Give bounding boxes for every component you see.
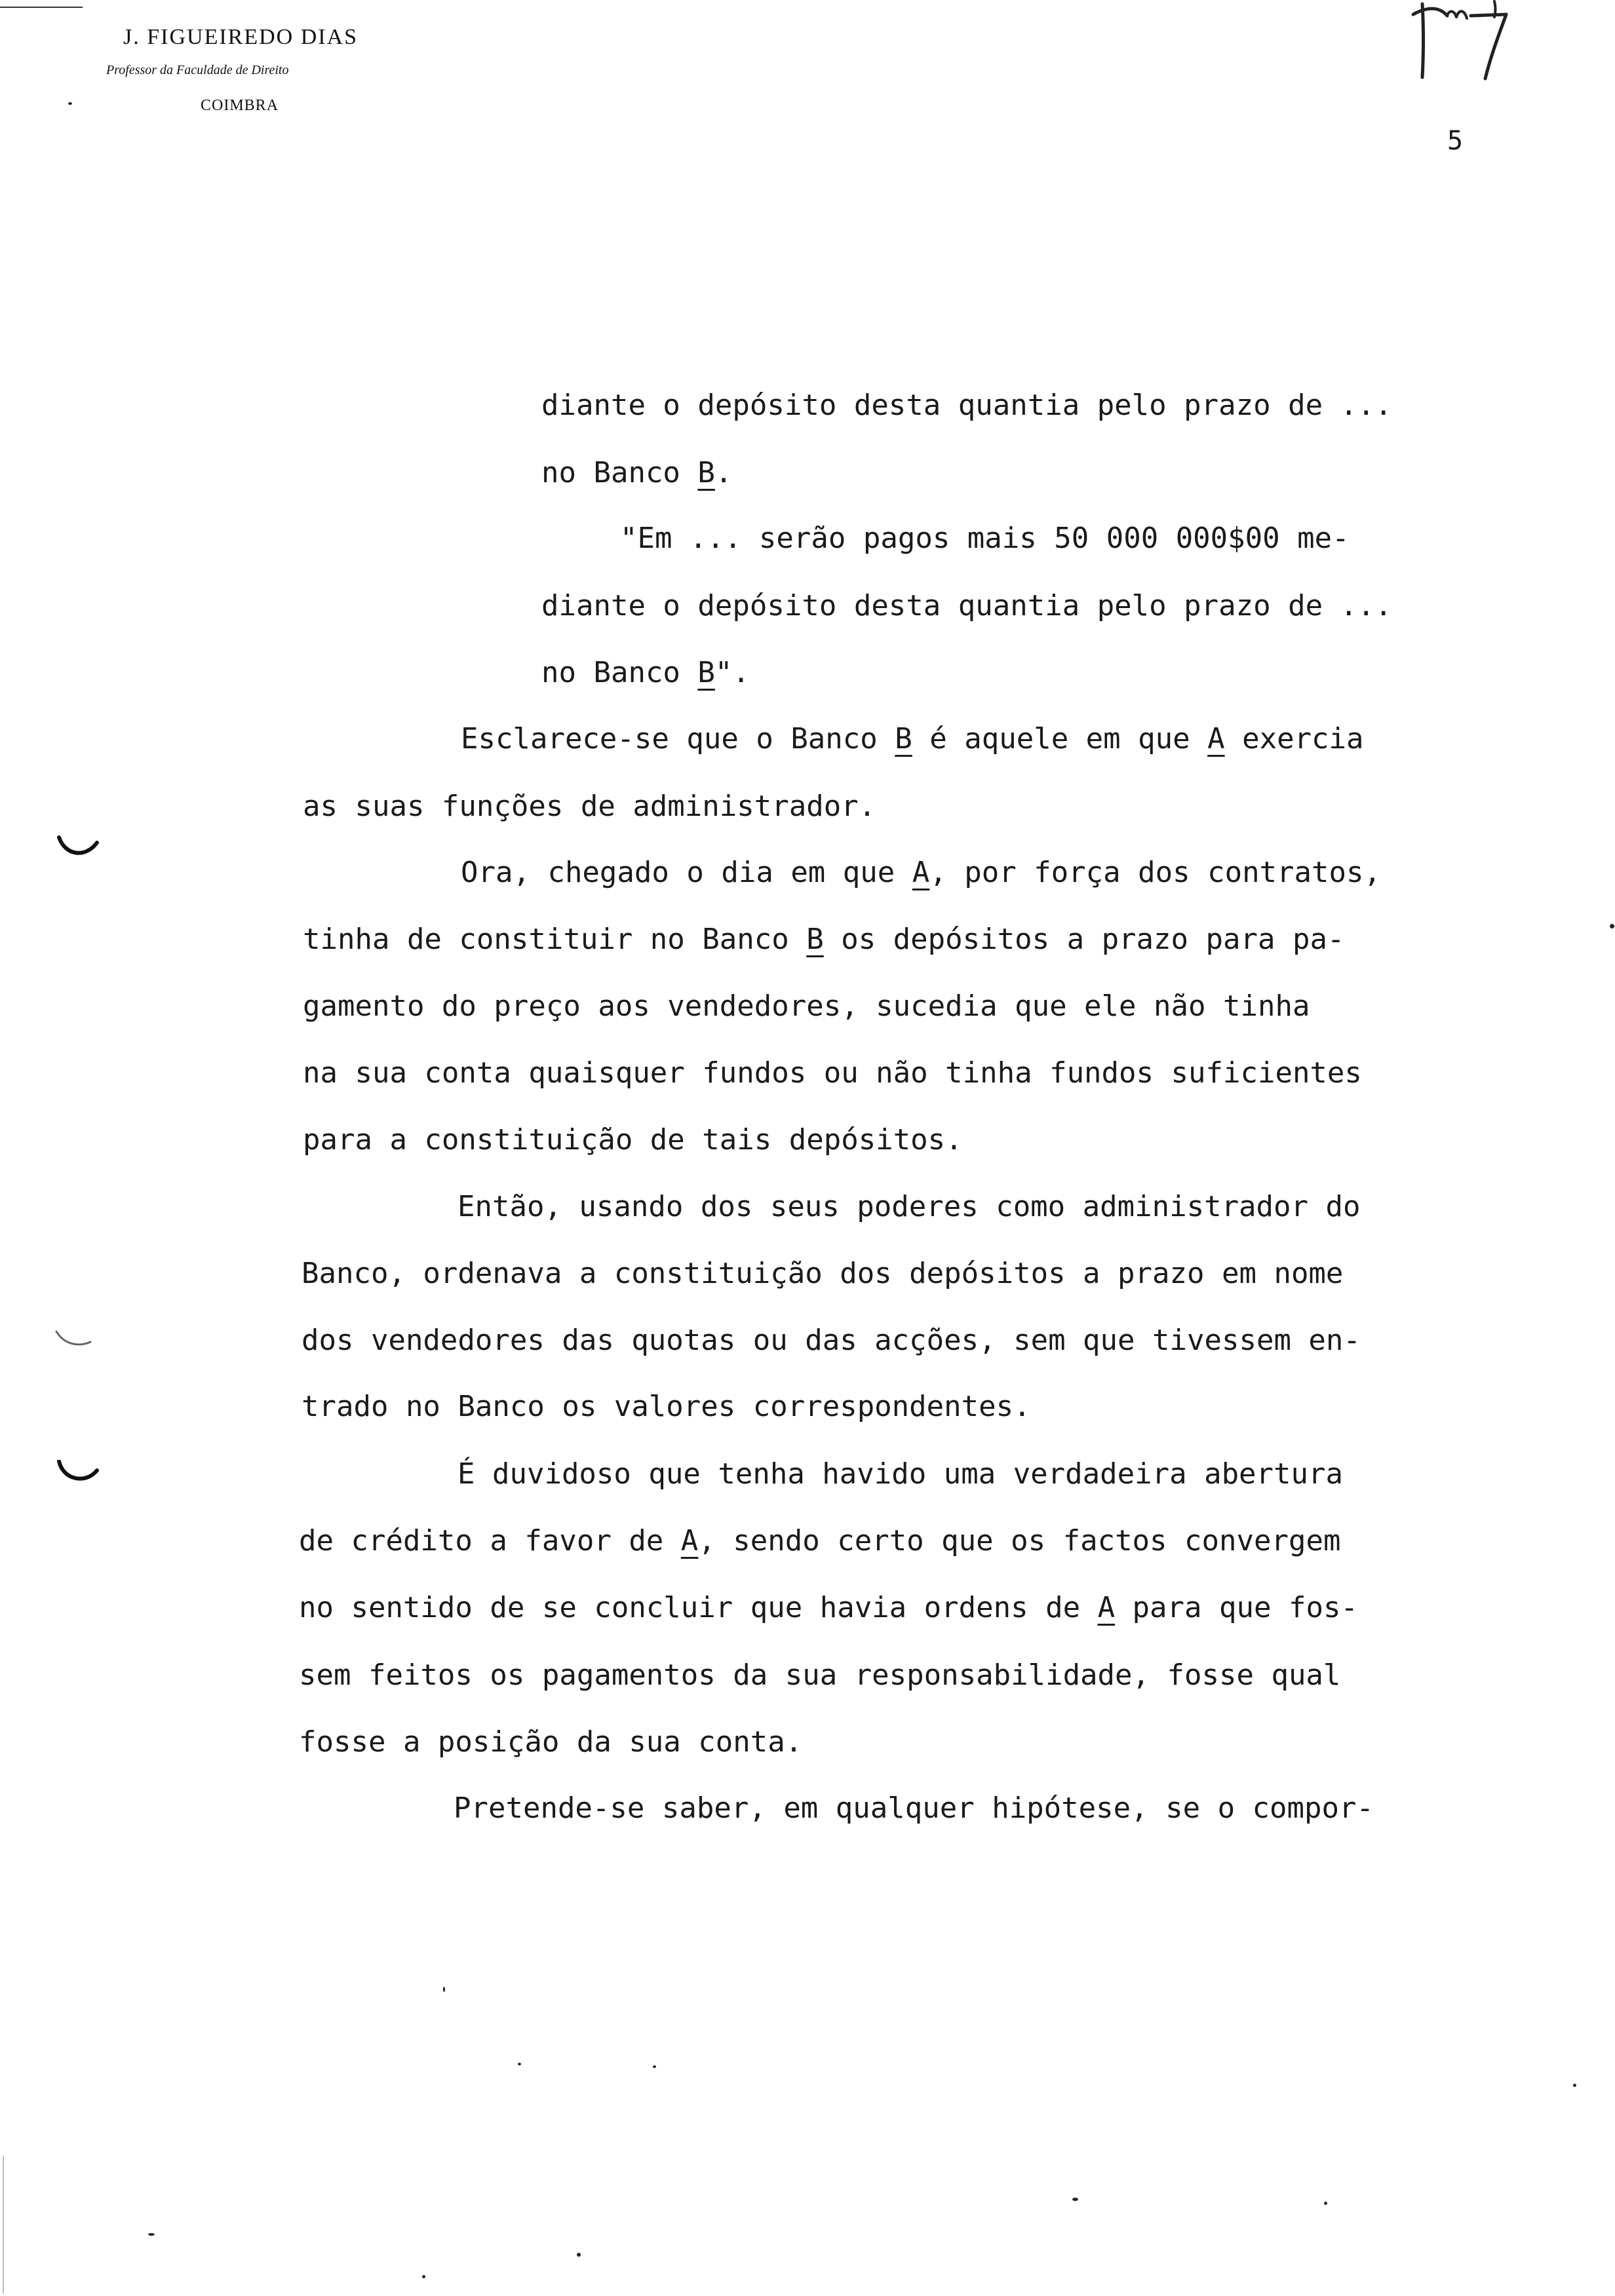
underlined-letter: A: [1207, 722, 1225, 756]
text-line: [299, 1591, 1358, 1624]
text-segment: para que fos-: [1115, 1591, 1358, 1624]
scan-speck: [1324, 2202, 1327, 2205]
text-line: Então, usando dos seus poderes como administrador do: [457, 1190, 1361, 1223]
text-segment: ".: [714, 656, 750, 689]
text-segment: no Banco: [541, 656, 698, 689]
text-segment: no sentido de se concluir que havia ordens de: [299, 1591, 1098, 1624]
text-line: [461, 722, 1364, 756]
scan-speck: [653, 2065, 656, 2068]
text-line: Pretende-se saber, em qualquer hipótese, se o compor-: [454, 1791, 1374, 1825]
scan-speck: [148, 2233, 155, 2236]
text-segment: Ora, chegado o dia em que: [461, 856, 912, 889]
text-line: gamento do preço aos vendedores, sucedia que ele não tinha: [303, 989, 1310, 1023]
text-line: diante o depósito desta quantia pelo prazo de ...: [541, 389, 1393, 422]
scan-speck: [1072, 2198, 1078, 2201]
text-line: sem feitos os pagamentos da sua responsabilidade, fosse qual: [299, 1658, 1341, 1692]
text-segment: Esclarece-se que o Banco: [461, 722, 895, 756]
text-line: Banco, ordenava a constituição dos depósitos a prazo em nome: [302, 1257, 1344, 1290]
letterhead-role: Professor da Faculdade de Direito: [106, 63, 289, 77]
text-line: "Em ... serão pagos mais 50 000 000$00 me-: [620, 522, 1350, 555]
text-segment: no Banco: [541, 456, 698, 489]
text-line: [299, 1524, 1341, 1558]
handwritten-folio-mark: [1408, 0, 1539, 86]
underlined-letter: B: [697, 656, 715, 689]
text-line: dos vendedores das quotas ou das acções, sem que tivessem en-: [302, 1324, 1361, 1357]
text-line: para a constituição de tais depósitos.: [303, 1123, 963, 1157]
scan-speck: [1610, 924, 1614, 928]
scan-speck: [518, 2063, 521, 2065]
text-line: [303, 925, 1344, 954]
text-line: [541, 656, 750, 689]
underlined-letter: A: [1097, 1591, 1116, 1624]
text-line: [461, 858, 1381, 887]
scan-speck: [577, 2253, 581, 2257]
top-rule: [0, 7, 83, 8]
punch-hole-mark: [56, 833, 102, 860]
page-number: 5: [1447, 126, 1464, 156]
underlined-letter: B: [806, 923, 824, 956]
text-line: [541, 456, 733, 489]
punch-hole-mark: [54, 1325, 100, 1351]
scan-speck: [422, 2275, 425, 2278]
text-segment: , por força dos contratos,: [929, 856, 1381, 889]
underlined-letter: B: [895, 722, 912, 756]
scan-edge: [3, 2156, 4, 2293]
text-line: diante o depósito desta quantia pelo prazo de ...: [541, 589, 1393, 622]
text-segment: tinha de constituir no Banco: [303, 923, 807, 956]
underlined-letter: B: [697, 456, 715, 489]
text-line: as suas funções de administrador.: [303, 790, 876, 823]
text-segment: é aquele em que: [912, 722, 1208, 756]
scan-speck: [68, 102, 72, 105]
text-line: trado no Banco os valores correspondentes.: [302, 1390, 1031, 1423]
letterhead-city: COIMBRA: [201, 97, 279, 114]
underlined-letter: A: [912, 856, 930, 889]
text-segment: .: [714, 456, 733, 489]
text-segment: , sendo certo que os factos convergem: [698, 1524, 1341, 1558]
letterhead-name: J. FIGUEIREDO DIAS: [123, 25, 359, 49]
text-line: É duvidoso que tenha havido uma verdadeira abertura: [457, 1457, 1344, 1491]
underlined-letter: A: [680, 1524, 699, 1558]
punch-hole-mark: [56, 1460, 102, 1486]
text-line: fosse a posição da sua conta.: [299, 1725, 803, 1759]
scan-speck: [443, 1987, 445, 1992]
text-line: na sua conta quaisquer fundos ou não tinha fundos suficientes: [303, 1056, 1362, 1090]
text-segment: os depósitos a prazo para pa-: [823, 923, 1345, 956]
text-segment: exercia: [1224, 722, 1364, 756]
text-segment: de crédito a favor de: [299, 1524, 681, 1558]
scan-speck: [1573, 2084, 1576, 2087]
